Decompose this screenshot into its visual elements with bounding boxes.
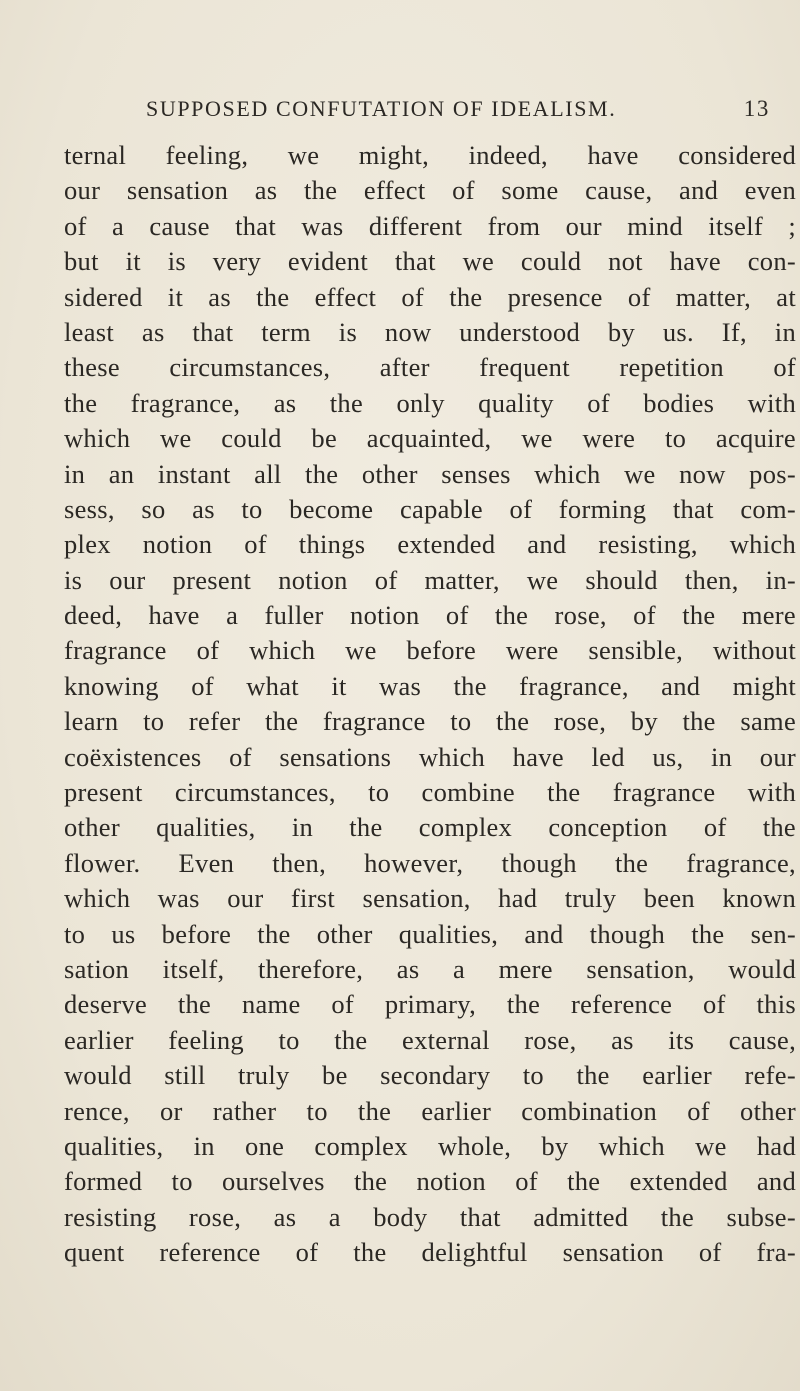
text-line: coëxistences of sensations which have led us, in our	[64, 741, 796, 772]
text-line: rence, or rather to the earlier combination of other	[64, 1095, 796, 1126]
text-line: sidered it as the effect of the presence of matter, at	[64, 281, 796, 312]
text-line: but it is very evident that we could not have con-	[64, 246, 796, 277]
text-line: earlier feeling to the external rose, as its cause,	[64, 1024, 796, 1055]
text-line: least as that term is now understood by us. If, in	[64, 316, 796, 347]
text-line: these circumstances, after frequent repetition of	[64, 352, 796, 383]
body-text	[64, 138, 796, 1271]
text-line: to us before the other qualities, and though the sen-	[64, 918, 796, 949]
text-line: which was our first sensation, had truly been known	[64, 883, 796, 914]
text-line: which we could be acquainted, we were to acquire	[64, 423, 796, 454]
text-line: plex notion of things extended and resisting, which	[64, 529, 796, 560]
text-line: deed, have a fuller notion of the rose, of the mere	[64, 600, 796, 631]
text-line: present circumstances, to combine the fragrance with	[64, 777, 796, 808]
text-line: deserve the name of primary, the reference of this	[64, 989, 796, 1020]
text-line: learn to refer the fragrance to the rose, by the same	[64, 706, 796, 737]
text-line: qualities, in one complex whole, by which we had	[64, 1130, 796, 1161]
running-head-title: SUPPOSED CONFUTATION OF IDEALISM.	[146, 96, 617, 121]
text-line: ternal feeling, we might, indeed, have considered	[64, 140, 796, 170]
text-line: sation itself, therefore, as a mere sensation, would	[64, 953, 796, 984]
running-head	[146, 96, 780, 126]
text-line: resisting rose, as a body that admitted the subse-	[64, 1201, 796, 1232]
text-line: knowing of what it was the fragrance, and might	[64, 670, 796, 701]
page-number: 13	[743, 96, 770, 121]
text-line: sess, so as to become capable of forming that com-	[64, 493, 796, 524]
text-line: formed to ourselves the notion of the extended and	[64, 1166, 796, 1197]
text-line: is our present notion of matter, we should then, in-	[64, 564, 796, 595]
text-line: fragrance of which we before were sensible, without	[64, 635, 796, 666]
text-line: quent reference of the delightful sensation of fra-	[64, 1237, 796, 1268]
text-line: our sensation as the effect of some cause, and even	[64, 175, 796, 206]
text-line: of a cause that was different from our mind itself ;	[64, 210, 796, 241]
text-line: would still truly be secondary to the earlier refe-	[64, 1060, 796, 1091]
text-line: other qualities, in the complex conception of the	[64, 812, 796, 843]
text-line: in an instant all the other senses which we now pos-	[64, 458, 796, 489]
text-line: the fragrance, as the only quality of bodies with	[64, 387, 796, 418]
text-line: flower. Even then, however, though the fragrance,	[64, 847, 796, 878]
